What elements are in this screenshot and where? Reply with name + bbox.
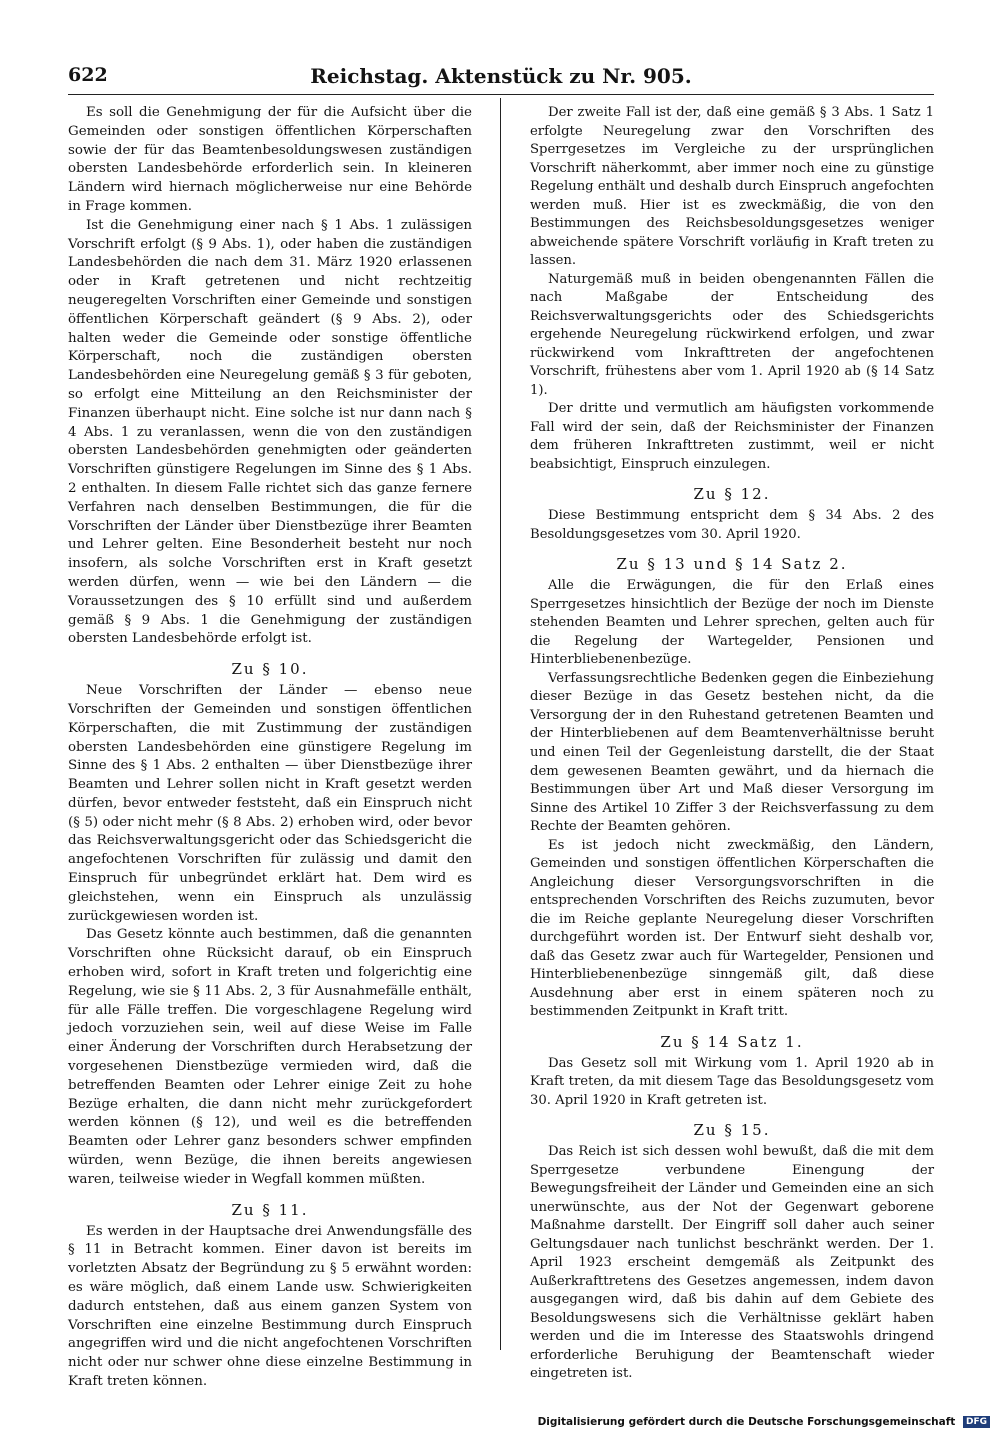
running-title: Reichstag. Aktenstück zu Nr. 905. xyxy=(310,64,692,88)
paragraph: Es ist jedoch nicht zweckmäßig, den Ländern, Gemeinden und sonstigen öffentlichen Körperschaften die Angleichung dieser Versorgungsvorschriften in die entsprechenden Vorschriften des Reichs zuzumuten, bevor die im Reiche geplante Neuregelung dieser Vorschriften durchgeführt worden ist. Der Entwurf sieht deshalb vor, daß das Gesetz zwar auch für Wartegelder, Pensionen und Hinterbliebenenbezüge sinngemäß gilt, daß diese Ausdehnung aber erst in einem späteren noch zu bestimmenden Zeitpunkt in Kraft tritt. xyxy=(530,837,934,1020)
paragraph: Diese Bestimmung entspricht dem § 34 Abs. 2 des Besoldungsgesetzes vom 30. April 1920. xyxy=(530,508,934,542)
paragraph: Der zweite Fall ist der, daß eine gemäß § 3 Abs. 1 Satz 1 erfolgte Neuregelung zwar den Vorschriften des Sperrgesetzes im Vergleiche zu der ursprünglichen Vorschrift näherkommt, aber immer noch eine zu günstige Regelung enthält und deshalb durch Einspruch angefochten werden muß. Hier ist es zweckmäßig, die von den Bestimmungen des Reichsbesoldungsgesetzes weniger abweichende spätere Vorschrift vorläufig in Kraft treten zu lassen. xyxy=(530,105,934,269)
section-heading: Zu § 15. xyxy=(693,1121,771,1140)
footer-text: Digitalisierung gefördert durch die Deutsche Forschungsgemeinschaft xyxy=(537,1416,956,1428)
paragraph: Es werden in der Hauptsache drei Anwendungsfälle des § 11 in Betracht kommen. Einer davon ist bereits im vorletzten Absatz der Begründung zu § 5 erwähnt worden: es wäre möglich, daß einem Lande usw. Schwierigkeiten dadurch entstehen, daß aus einem ganzen System von Vorschriften eine einzelne Bestimmung durch Einspruch angegriffen wird und die nicht angefochtenen Vorschriften nicht oder nur schwer ohne diese einzelne Bestimmung in Kraft treten können. xyxy=(68,1223,472,1389)
paragraph: Der dritte und vermutlich am häufigsten vorkommende Fall wird der sein, daß der Reichsminister der Finanzen dem früheren Inkrafttreten zustimmt, weil er nicht beabsichtigt, Einspruch einzulegen. xyxy=(530,401,934,472)
section-heading: Zu § 10. xyxy=(231,660,309,679)
page-number: 622 xyxy=(68,64,108,86)
right-column xyxy=(530,104,934,1384)
dfg-logo: DFG xyxy=(963,1416,990,1428)
paragraph: Alle die Erwägungen, die für den Erlaß eines Sperrgesetzes hinsichtlich der Bezüge der noch im Dienste stehenden Beamten und Lehrer sprechen, gelten auch für die Regelung der Wartegelder, Pensionen und Hinterbliebenenbezüge. xyxy=(530,578,934,668)
column-divider xyxy=(500,98,501,1350)
paragraph: Es soll die Genehmigung der für die Aufsicht über die Gemeinden oder sonstigen öffentlichen Körperschaften sowie der für das Beamtenbesoldungswesen zuständigen obersten Landesbehörde erforderlich sein. In kleineren Ländern wird hiernach möglicherweise nur eine Behörde in Frage kommen. xyxy=(68,105,472,214)
section-heading: Zu § 13 und § 14 Satz 2. xyxy=(616,555,848,574)
section-heading: Zu § 11. xyxy=(231,1200,309,1219)
paragraph: Verfassungsrechtliche Bedenken gegen die Einbeziehung dieser Bezüge in das Gesetz bestehen nicht, da die Versorgung der in den Ruhestand getretenen Beamten und der Hinterbliebenen auf dem Beamtenverhältnisse beruht und einen Teil der Gegenleistung darstellt, die der Staat dem gewesenen Beamten gewährt, und da hiernach die Bestimmungen über Art und Maß dieser Versorgung im Sinne des Artikel 10 Ziffer 3 der Reichsverfassung zu dem Rechte der Beamten gehören. xyxy=(530,670,934,835)
paragraph: Das Reich ist sich dessen wohl bewußt, daß die mit dem Sperrgesetze verbundene Einengung der Bewegungsfreiheit der Länder und Gemeinden eine an sich unerwünschte, aus der Not der Gegenwart geborene Maßnahme darstellt. Der Eingriff soll daher auch seiner Geltungsdauer nach tunlichst beschränkt werden. Der 1. April 1923 erscheint demgemäß als Zeitpunkt des Außerkrafttretens des Gesetzes angemessen, indem davon ausgegangen wird, daß bis dahin auf dem Gebiete des Besoldungswesens sich die Verhältnisse geklärt haben werden und die im Interesse des Staatswohls dringend erforderliche Beruhigung der Beamtenschaft wieder eingetreten ist. xyxy=(530,1144,934,1382)
paragraph: Naturgemäß muß in beiden obengenannten Fällen die nach Maßgabe der Entscheidung des Reichsverwaltungsgerichts oder des Schiedsgerichts ergehende Neuregelung rückwirkend erfolgen, und zwar rückwirkend vom Inkrafttreten der angefochtenen Vorschrift, frühestens aber vom 1. April 1920 ab (§ 14 Satz 1). xyxy=(530,271,934,398)
paragraph: Das Gesetz könnte auch bestimmen, daß die genannten Vorschriften ohne Rücksicht darauf, ob ein Einspruch erhoben wird, sofort in Kraft treten und folgerichtig eine Regelung, wie sie § 11 Abs. 2, 3 für Ausnahmefälle enthält, für alle Fälle treffen. Die vorgeschlagene Regelung wird jedoch vorzuziehen sein, weil auf diese Weise im Falle einer Änderung der Vorschriften durch Herabsetzung der vorgesehenen Dienstbezüge vermieden wird, daß die betreffenden Beamten oder Lehrer einige Zeit zu hohe Bezüge erhalten, die dann nicht mehr zurückgefordert werden können (§ 12), und weil es die betreffenden Beamten oder Lehrer ganz besonders schwer empfinden würden, wenn Bezüge, die ihnen bereits angewiesen waren, teilweise wieder in Wegfall kommen müßten. xyxy=(68,927,472,1187)
paragraph: Neue Vorschriften der Länder — ebenso neue Vorschriften der Gemeinden und sonstigen öffentlichen Körperschaften, die mit Zustimmung der zuständigen obersten Landesbehörden eine günstigere Regelung im Sinne des § 1 Abs. 2 enthalten — über Dienstbezüge ihrer Beamten und Lehrer sollen nicht in Kraft gesetzt werden dürfen, bevor entweder feststeht, daß ein Einspruch nicht (§ 5) oder nicht mehr (§ 8 Abs. 2) erhoben wird, oder bevor das Reichsverwaltungsgericht oder das Schiedsgericht die angefochtenen Vorschriften für zulässig und damit den Einspruch für unbegründet erklärt hat. Dem wird es gleichstehen, wenn ein Einspruch als unzulässig zurückgewiesen worden ist. xyxy=(68,683,472,924)
paragraph: Ist die Genehmigung einer nach § 1 Abs. 1 zulässigen Vorschrift erfolgt (§ 9 Abs. 1), oder haben die zuständigen Landesbehörden die nach dem 31. März 1920 erlassenen oder in Kraft getretenen und nicht rechtzeitig neugeregelten Vorschriften einer Gemeinde und sonstigen öffentlichen Körperschaft geändert (§ 9 Abs. 2), oder halten weder die Gemeinde oder sonstige öffentliche Körperschaft, noch die zuständigen obersten Landesbehörden eine Neuregelung gemäß § 3 für geboten, so erfolgt eine Mitteilung an den Reichsminister der Finanzen überhaupt nicht. Eine solche ist nur dann nach § 4 Abs. 1 zu veranlassen, wenn die von den zuständigen obersten Landesbehörden genehmigten oder geänderten Vorschriften günstigere Regelungen im Sinne des § 1 Abs. 2 enthalten. In diesem Falle richtet sich das ganze fernere Verfahren nach denselben Bestimmungen, die für die Vorschriften der Länder über Dienstbezüge ihrer Beamten und Lehrer gelten. Eine Besonderheit besteht nur noch insofern, als solche Vorschriften erst in Kraft gesetzt werden dürfen, wenn — wie bei den Ländern — die Voraussetzungen des § 10 erfüllt sind und außerdem gemäß § 9 Abs. 1 die Genehmigung der zuständigen obersten Landesbehörde erfolgt ist. xyxy=(68,217,472,647)
section-heading: Zu § 12. xyxy=(693,485,771,504)
paragraph: Das Gesetz soll mit Wirkung vom 1. April 1920 ab in Kraft treten, da mit diesem Tage das Besoldungsgesetz vom 30. April 1920 in Kraft getreten ist. xyxy=(530,1055,934,1108)
digitization-footer xyxy=(538,1416,990,1428)
page-header xyxy=(68,64,934,94)
header-rule xyxy=(68,94,934,95)
left-column xyxy=(68,104,472,1392)
section-heading: Zu § 14 Satz 1. xyxy=(660,1032,804,1051)
